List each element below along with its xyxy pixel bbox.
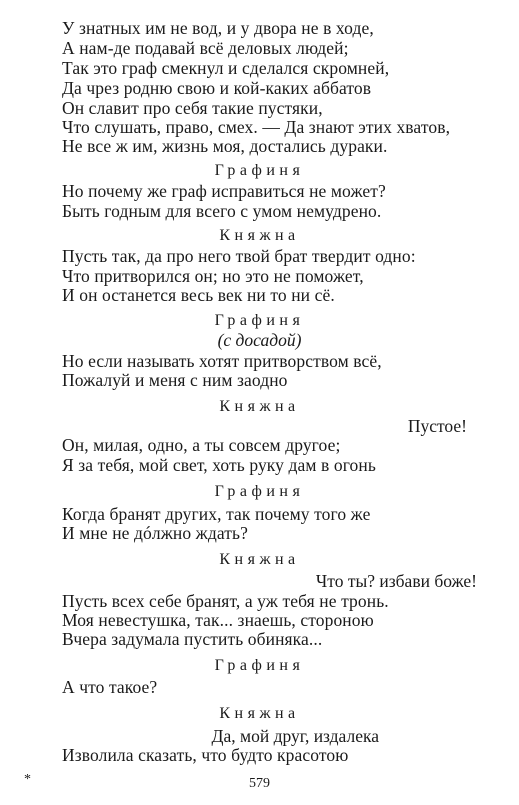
stage-direction: (с досадой) bbox=[217, 330, 302, 350]
speaker-countess: Графиня bbox=[214, 162, 305, 179]
verse-line: Быть годным для всего с умом немудрено. bbox=[62, 201, 382, 221]
verse-line: И мне не дóлжно ждать? bbox=[62, 523, 248, 543]
verse-line: Но если называть хотят притворством всё, bbox=[62, 351, 382, 371]
verse-line: Изволила сказать, что будто красотою bbox=[62, 745, 349, 765]
verse-line: Что слушать, право, смех. — Да знают этих хватов, bbox=[62, 117, 451, 137]
verse-line: А нам-де подавай всё деловых людей; bbox=[62, 38, 349, 58]
verse-line: Что притворился он; но это не поможет, bbox=[62, 266, 364, 286]
speaker-countess: Графиня bbox=[214, 657, 305, 674]
verse-line: Когда бранят других, так почему того же bbox=[62, 504, 371, 524]
margin-mark: * bbox=[24, 772, 31, 787]
verse-line: А что такое? bbox=[62, 677, 158, 697]
verse-line: Да чрез родню свою и кой-каких аббатов bbox=[62, 78, 372, 98]
verse-line: Не все ж им, жизнь моя, достались дураки. bbox=[62, 136, 388, 156]
verse-line: Пожалуй и меня с ним заодно bbox=[62, 370, 288, 390]
verse-line: Он славит про себя такие пустяки, bbox=[62, 98, 323, 118]
verse-line: Моя невестушка, так... знаешь, стороною bbox=[62, 610, 374, 630]
verse-line-right: Пустое! bbox=[407, 416, 467, 436]
verse-line-right: Что ты? избави боже! bbox=[315, 571, 477, 591]
speaker-princess: Княжна bbox=[219, 227, 300, 244]
verse-line: Вчера задумала пустить обиняка... bbox=[62, 629, 323, 649]
page-number: 579 bbox=[249, 776, 270, 791]
speaker-countess: Графиня bbox=[214, 483, 305, 500]
speaker-princess: Княжна bbox=[219, 398, 300, 415]
verse-line: У знатных им не вод, и у двора не в ходе, bbox=[62, 18, 374, 38]
verse-line-right: Да, мой друг, издалека bbox=[211, 726, 379, 746]
verse-line: Я за тебя, мой свет, хоть руку дам в огонь bbox=[62, 455, 376, 475]
verse-line: Пусть так, да про него твой брат твердит одно: bbox=[62, 246, 416, 266]
verse-line: Пусть всех себе бранят, а уж тебя не тронь. bbox=[62, 591, 389, 611]
verse-line: Он, милая, одно, а ты совсем другое; bbox=[62, 435, 341, 455]
verse-line: Так это граф смекнул и сделался скромней, bbox=[62, 58, 390, 78]
verse-line: Но почему же граф исправиться не может? bbox=[62, 181, 386, 201]
speaker-countess: Графиня bbox=[214, 312, 305, 329]
speaker-princess: Княжна bbox=[219, 705, 300, 722]
speaker-princess: Княжна bbox=[219, 551, 300, 568]
verse-line: И он останется весь век ни то ни сё. bbox=[62, 285, 335, 305]
